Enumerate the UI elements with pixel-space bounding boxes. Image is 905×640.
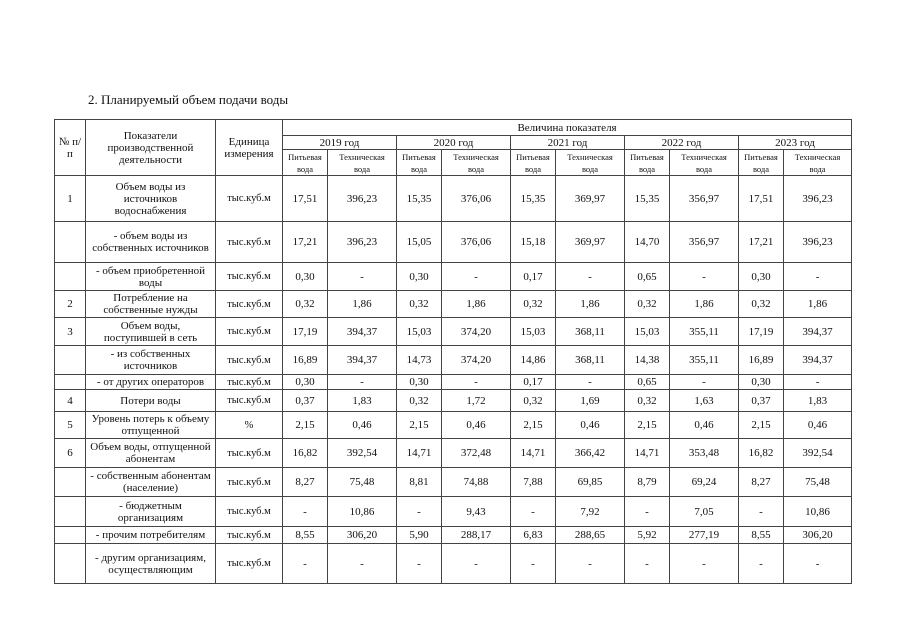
row-value: 0,32 (739, 291, 784, 318)
row-value: 369,97 (556, 176, 625, 222)
header-technical: Техническая вода (784, 150, 852, 176)
row-value: 1,72 (442, 390, 511, 412)
row-value: 0,46 (328, 412, 397, 439)
row-value: 69,24 (670, 468, 739, 497)
row-value: 376,06 (442, 176, 511, 222)
row-value: - (625, 544, 670, 584)
row-unit: тыс.куб.м (216, 176, 283, 222)
row-value: 1,86 (442, 291, 511, 318)
row-num: 5 (55, 412, 86, 439)
row-value: 0,30 (739, 263, 784, 291)
row-value: 16,82 (283, 439, 328, 468)
row-value: 0,32 (397, 291, 442, 318)
row-value: 8,55 (283, 527, 328, 544)
row-num: 3 (55, 318, 86, 346)
row-value: - (784, 263, 852, 291)
table-row (55, 439, 852, 468)
row-value: - (283, 497, 328, 527)
row-value: 374,20 (442, 346, 511, 375)
row-value: 69,85 (556, 468, 625, 497)
row-value: 9,43 (442, 497, 511, 527)
row-num (55, 263, 86, 291)
row-value: 1,83 (328, 390, 397, 412)
row-value: 17,51 (739, 176, 784, 222)
row-value: 288,65 (556, 527, 625, 544)
row-value: 0,65 (625, 375, 670, 390)
table-row (55, 346, 852, 375)
row-value: - (442, 263, 511, 291)
row-unit: тыс.куб.м (216, 263, 283, 291)
table-row (55, 497, 852, 527)
row-value: 396,23 (784, 222, 852, 263)
row-indicator: - объем воды из собственных источников (86, 222, 216, 263)
row-value: 8,81 (397, 468, 442, 497)
row-indicator: - прочим потребителям (86, 527, 216, 544)
row-value: 1,86 (670, 291, 739, 318)
row-value: 396,23 (784, 176, 852, 222)
row-num (55, 346, 86, 375)
header-drinking: Питьевая вода (739, 150, 784, 176)
row-value: 0,46 (784, 412, 852, 439)
table-row (55, 390, 852, 412)
row-value: - (670, 263, 739, 291)
row-indicator: - другим организациям, осуществляющим (86, 544, 216, 584)
row-value: 10,86 (784, 497, 852, 527)
header-year: 2023 год (739, 136, 852, 150)
row-value: 0,30 (283, 375, 328, 390)
row-value: 368,11 (556, 346, 625, 375)
row-indicator: Потребление на собственные нужды (86, 291, 216, 318)
row-value: 15,03 (625, 318, 670, 346)
row-unit: тыс.куб.м (216, 439, 283, 468)
row-value: 306,20 (328, 527, 397, 544)
row-unit: тыс.куб.м (216, 346, 283, 375)
row-value: 5,90 (397, 527, 442, 544)
row-value: 374,20 (442, 318, 511, 346)
row-value: 15,35 (625, 176, 670, 222)
row-value: 376,06 (442, 222, 511, 263)
row-unit: тыс.куб.м (216, 544, 283, 584)
row-value: 306,20 (784, 527, 852, 544)
row-value: - (511, 544, 556, 584)
header-num: № п/п (55, 120, 86, 176)
header-technical: Техническая вода (556, 150, 625, 176)
row-value: 14,70 (625, 222, 670, 263)
row-value: 14,86 (511, 346, 556, 375)
row-value: 0,32 (397, 390, 442, 412)
row-value: 6,83 (511, 527, 556, 544)
row-value: 75,48 (784, 468, 852, 497)
row-value: - (739, 497, 784, 527)
row-indicator: - из собственных источников (86, 346, 216, 375)
row-value: 17,19 (739, 318, 784, 346)
row-value: 394,37 (328, 318, 397, 346)
row-value: 0,46 (670, 412, 739, 439)
row-value: 0,32 (625, 390, 670, 412)
row-unit: тыс.куб.м (216, 527, 283, 544)
row-value: 1,83 (784, 390, 852, 412)
row-value: 0,32 (283, 291, 328, 318)
header-year: 2019 год (283, 136, 397, 150)
water-supply-table (54, 119, 852, 584)
row-value: - (670, 375, 739, 390)
row-value: 14,71 (511, 439, 556, 468)
row-value: 392,54 (784, 439, 852, 468)
header-year: 2022 год (625, 136, 739, 150)
table-row (55, 318, 852, 346)
row-value: 16,89 (739, 346, 784, 375)
row-value: 0,37 (739, 390, 784, 412)
row-value: 15,03 (511, 318, 556, 346)
row-value: 74,88 (442, 468, 511, 497)
row-num (55, 375, 86, 390)
row-value: 7,05 (670, 497, 739, 527)
row-value: 75,48 (328, 468, 397, 497)
row-value: 14,71 (397, 439, 442, 468)
row-value: 0,37 (283, 390, 328, 412)
row-value: 15,35 (397, 176, 442, 222)
row-value: 7,92 (556, 497, 625, 527)
row-value: 0,30 (739, 375, 784, 390)
row-value: 1,69 (556, 390, 625, 412)
row-num (55, 222, 86, 263)
row-unit: тыс.куб.м (216, 222, 283, 263)
row-value: 15,03 (397, 318, 442, 346)
row-value: 2,15 (511, 412, 556, 439)
row-value: 0,32 (625, 291, 670, 318)
header-drinking: Питьевая вода (625, 150, 670, 176)
header-drinking: Питьевая вода (511, 150, 556, 176)
row-indicator: Потери воды (86, 390, 216, 412)
row-value: 368,11 (556, 318, 625, 346)
row-value: 0,17 (511, 375, 556, 390)
row-value: 366,42 (556, 439, 625, 468)
row-value: 0,32 (511, 291, 556, 318)
row-value: 356,97 (670, 176, 739, 222)
row-value: 8,79 (625, 468, 670, 497)
row-value: 7,88 (511, 468, 556, 497)
row-value: 1,86 (556, 291, 625, 318)
row-num: 2 (55, 291, 86, 318)
row-unit: тыс.куб.м (216, 468, 283, 497)
row-value: - (784, 375, 852, 390)
row-value: 394,37 (784, 346, 852, 375)
row-value: - (397, 544, 442, 584)
row-value: - (397, 497, 442, 527)
row-value: - (556, 263, 625, 291)
row-value: - (328, 375, 397, 390)
row-value: 8,27 (739, 468, 784, 497)
row-value: 1,86 (328, 291, 397, 318)
table-row (55, 291, 852, 318)
header-drinking: Питьевая вода (283, 150, 328, 176)
row-num: 6 (55, 439, 86, 468)
row-value: 15,18 (511, 222, 556, 263)
row-value: - (442, 375, 511, 390)
row-indicator: Объем воды из источников водоснабжения (86, 176, 216, 222)
header-unit: Единица измерения (216, 120, 283, 176)
row-value: 8,55 (739, 527, 784, 544)
table-row (55, 375, 852, 390)
row-value: 1,63 (670, 390, 739, 412)
row-indicator: Объем воды, поступившей в сеть (86, 318, 216, 346)
row-value: 16,89 (283, 346, 328, 375)
row-value: - (556, 544, 625, 584)
row-value: 277,19 (670, 527, 739, 544)
row-value: 392,54 (328, 439, 397, 468)
row-num (55, 544, 86, 584)
row-value: 0,65 (625, 263, 670, 291)
row-value: 2,15 (625, 412, 670, 439)
row-value: 17,21 (739, 222, 784, 263)
row-value: - (328, 263, 397, 291)
table-row (55, 263, 852, 291)
table-row (55, 222, 852, 263)
row-value: 369,97 (556, 222, 625, 263)
row-unit: тыс.куб.м (216, 291, 283, 318)
row-value: 0,46 (442, 412, 511, 439)
row-indicator: - от других операторов (86, 375, 216, 390)
row-value: - (784, 544, 852, 584)
section-heading: 2. Планируемый объем подачи воды (88, 92, 289, 107)
row-num (55, 497, 86, 527)
row-value: 1,86 (784, 291, 852, 318)
table-row (55, 412, 852, 439)
header-technical: Техническая вода (328, 150, 397, 176)
row-value: 0,32 (511, 390, 556, 412)
row-value: 8,27 (283, 468, 328, 497)
row-value: 15,35 (511, 176, 556, 222)
row-num: 4 (55, 390, 86, 412)
table-row (55, 468, 852, 497)
header-year: 2021 год (511, 136, 625, 150)
row-value: - (511, 497, 556, 527)
row-value: 353,48 (670, 439, 739, 468)
row-value: 0,30 (283, 263, 328, 291)
row-value: 14,73 (397, 346, 442, 375)
row-value: 396,23 (328, 222, 397, 263)
row-value: 356,97 (670, 222, 739, 263)
row-value: 355,11 (670, 346, 739, 375)
row-indicator: - объем приобретенной воды (86, 263, 216, 291)
table-row (55, 544, 852, 584)
row-value: - (739, 544, 784, 584)
row-value: 10,86 (328, 497, 397, 527)
row-value: 14,71 (625, 439, 670, 468)
row-value: 16,82 (739, 439, 784, 468)
row-value: 372,48 (442, 439, 511, 468)
header-technical: Техническая вода (442, 150, 511, 176)
table-row (55, 176, 852, 222)
row-indicator: Объем воды, отпущенной абонентам (86, 439, 216, 468)
row-value: 288,17 (442, 527, 511, 544)
row-value: 0,30 (397, 375, 442, 390)
header-technical: Техническая вода (670, 150, 739, 176)
row-num (55, 527, 86, 544)
row-value: 17,19 (283, 318, 328, 346)
header-indicator: Показатели производственной деятельности (86, 120, 216, 176)
row-unit: тыс.куб.м (216, 390, 283, 412)
row-value: 355,11 (670, 318, 739, 346)
row-value: 396,23 (328, 176, 397, 222)
row-value: - (328, 544, 397, 584)
row-num: 1 (55, 176, 86, 222)
row-value: 0,46 (556, 412, 625, 439)
row-value: - (283, 544, 328, 584)
row-value: 2,15 (397, 412, 442, 439)
row-unit: тыс.куб.м (216, 375, 283, 390)
row-indicator: Уровень потерь к объему отпущенной (86, 412, 216, 439)
header-value: Величина показателя (283, 120, 852, 136)
row-value: 0,17 (511, 263, 556, 291)
row-value: - (556, 375, 625, 390)
row-indicator: - собственным абонентам (население) (86, 468, 216, 497)
row-value: 0,30 (397, 263, 442, 291)
table-row (55, 527, 852, 544)
row-value: - (442, 544, 511, 584)
row-unit: % (216, 412, 283, 439)
row-value: 394,37 (784, 318, 852, 346)
row-unit: тыс.куб.м (216, 318, 283, 346)
header-year: 2020 год (397, 136, 511, 150)
row-value: 15,05 (397, 222, 442, 263)
row-value: - (670, 544, 739, 584)
row-value: 2,15 (739, 412, 784, 439)
row-value: 17,21 (283, 222, 328, 263)
row-value: 14,38 (625, 346, 670, 375)
row-value: 2,15 (283, 412, 328, 439)
row-value: 394,37 (328, 346, 397, 375)
row-value: 5,92 (625, 527, 670, 544)
row-value: 17,51 (283, 176, 328, 222)
row-value: - (625, 497, 670, 527)
page-crop-mask (0, 596, 905, 640)
row-unit: тыс.куб.м (216, 497, 283, 527)
row-num (55, 468, 86, 497)
row-indicator: - бюджетным организациям (86, 497, 216, 527)
header-drinking: Питьевая вода (397, 150, 442, 176)
